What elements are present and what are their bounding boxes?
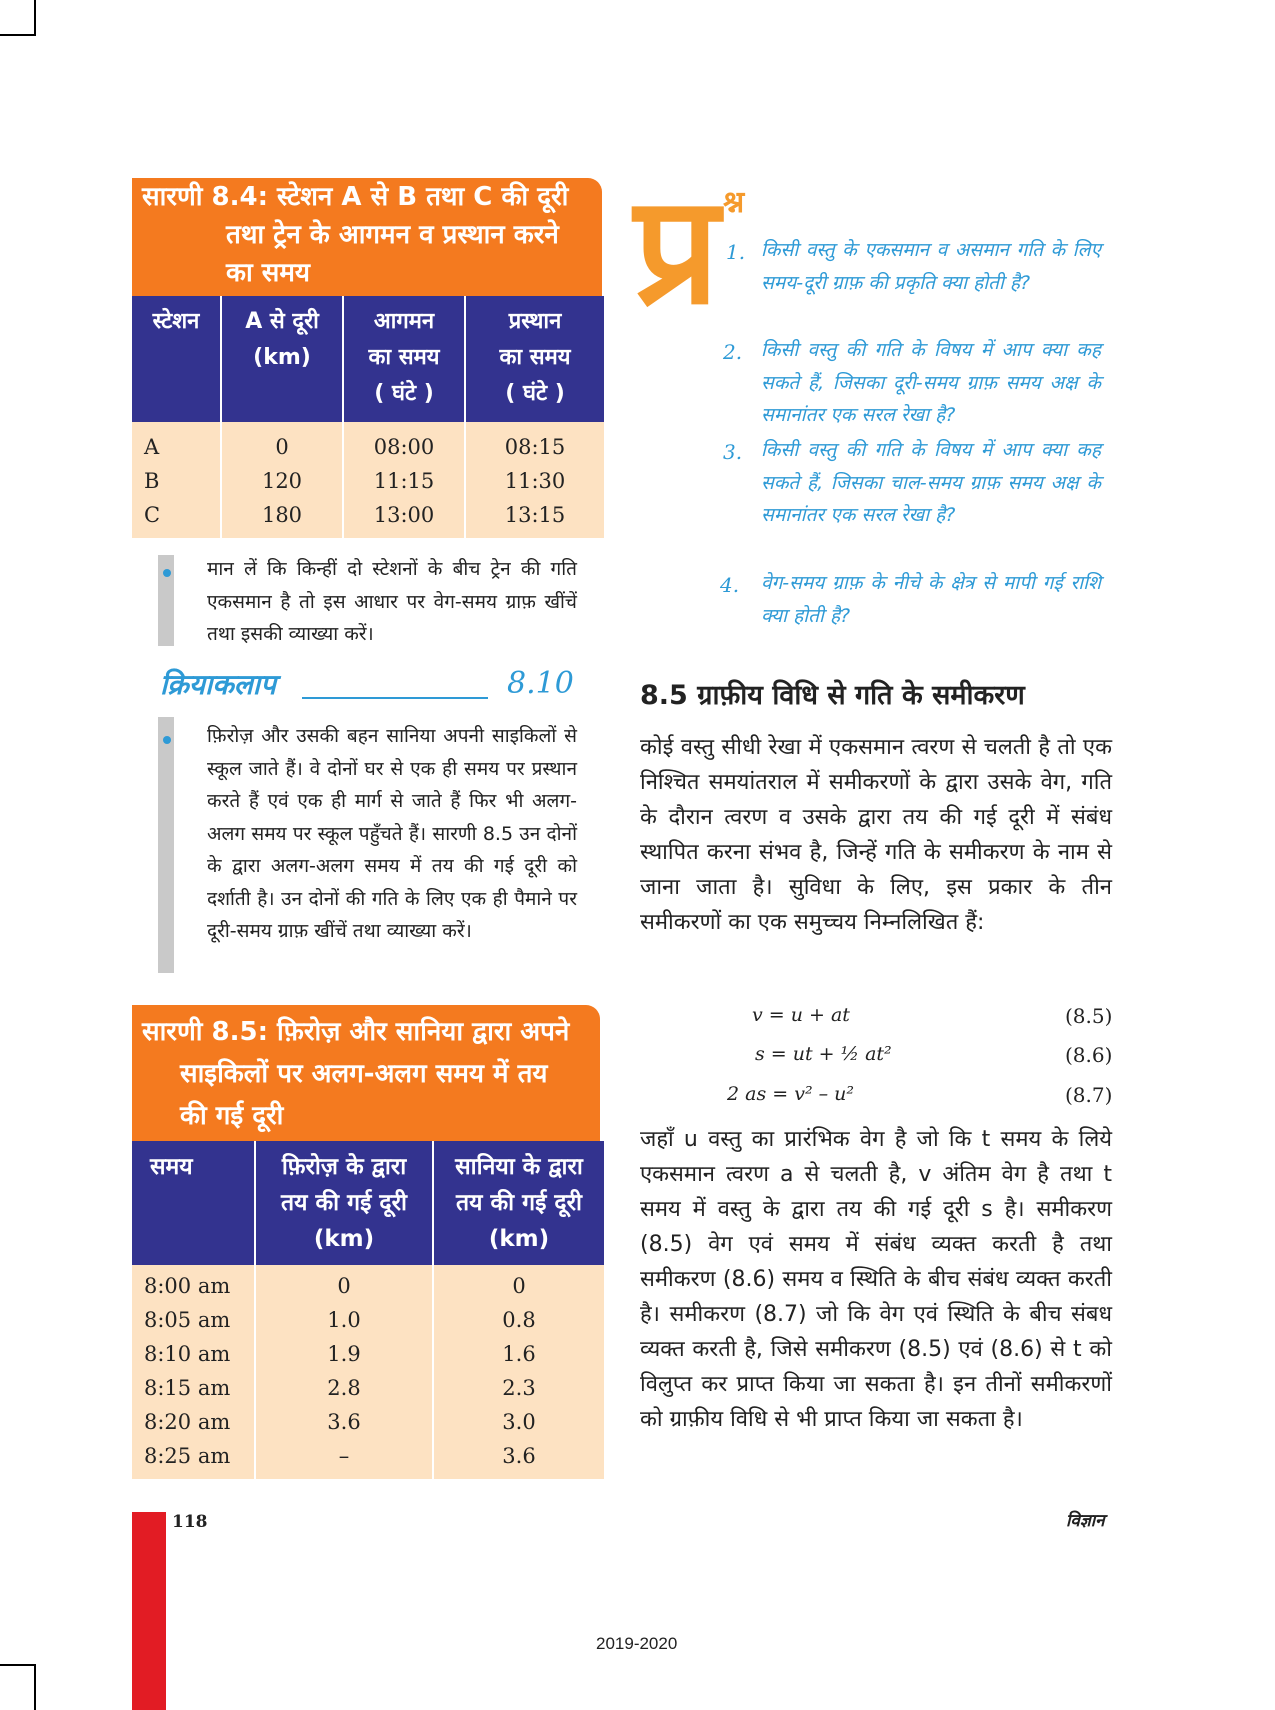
activity-number: 8.10 (507, 666, 574, 701)
caption-line: की गई दूरी (180, 1101, 284, 1131)
caption-line: सारणी 8.5: फ़िरोज़ और सानिया द्वारा अपने (142, 1017, 570, 1047)
table-cell: 08:15 (465, 422, 604, 464)
question-number: 2. (723, 340, 743, 364)
equation-number: (8.7) (1065, 1083, 1113, 1107)
crop-mark (0, 34, 36, 36)
question-text: किसी वस्तु की गति के विषय में आप क्या कह सकते हैं, जिसका दूरी-समय ग्राफ़ समय अक्ष के समानांतर एक सरल रेखा है? (761, 339, 1101, 426)
question-text: किसी वस्तु की गति के विषय में आप क्या कह सकते हैं, जिसका चाल-समय ग्राफ़ समय अक्ष के समानांतर एक सरल रेखा है? (761, 439, 1101, 526)
table-header-row (132, 296, 604, 422)
equation: v = u + at (752, 1004, 850, 1026)
column-header: समय (132, 1141, 255, 1265)
column-header: सानिया के द्वारा तय की गई दूरी (km) (433, 1141, 604, 1265)
table-caption (132, 178, 602, 296)
table-cell: 08:00 (343, 422, 465, 464)
equation-number: (8.5) (1065, 1004, 1113, 1028)
table-cell: 120 (221, 464, 343, 498)
table-cell: A (132, 422, 221, 464)
table-row (132, 1265, 604, 1303)
table-cell: – (255, 1439, 433, 1479)
table-row (132, 1405, 604, 1439)
table-cell: 8:00 am (132, 1265, 255, 1303)
paragraph: जहाँ u वस्तु का प्रारंभिक वेग है जो कि t समय के लिये एकसमान त्वरण a से चलती है, v अंतिम वेग है तथा t समय में वस्तु के द्वारा तय की गई दूरी s है। समीकरण (8.5) वेग एवं समय में संबंध व्यक्त करती है तथा समीकरण (8.6) समय व स्थिति के बीच संबंध व्यक्त करती है। समीकरण (8.7) जो कि वेग एवं स्थिति के बीच संबध व्यक्त करती है, जिसे समीकरण (8.5) एवं (8.6) से t को विलुप्त कर प्राप्त किया जा सकता है। इन तीनों समीकरणों को ग्राफ़ीय विधि से भी प्राप्त किया जा सकता है। (640, 1127, 1112, 1432)
table-cell: 0 (433, 1265, 604, 1303)
table-cell: 13:00 (343, 498, 465, 538)
divider (302, 697, 488, 699)
table-cell: 11:15 (343, 464, 465, 498)
table-cell: 1.9 (255, 1337, 433, 1371)
table-cell: 3.6 (255, 1405, 433, 1439)
paragraph: कोई वस्तु सीधी रेखा में एकसमान त्वरण से चलती है तो एक निश्चित समयांतराल में समीकरणों के द्वारा उसके वेग, गति के दौरान त्वरण व उसके द्वारा तय की गई दूरी में संबंध स्थापित करना संभव है, जिन्हें गति के समीकरण के नाम से जाना जाता है। सुविधा के लिए, इस प्रकार के तीन समीकरणों का एक समुच्चय निम्नलिखित हैं: (640, 735, 1112, 935)
bullet-icon (163, 736, 171, 744)
caption-line: तथा ट्रेन के आगमन व प्रस्थान करने (226, 220, 559, 250)
table-cell: 13:15 (465, 498, 604, 538)
activity-title: क्रियाकलाप (160, 668, 276, 701)
table-row (132, 1371, 604, 1405)
table-cell: 8:10 am (132, 1337, 255, 1371)
caption-line: सारणी 8.4: स्टेशन A से B तथा C की दूरी (142, 182, 569, 212)
table-row (132, 498, 604, 538)
table-header-row (132, 1141, 604, 1265)
column-header: फ़िरोज़ के द्वारा तय की गई दूरी (km) (255, 1141, 433, 1265)
crop-mark (34, 1664, 36, 1710)
table-cell: 1.0 (255, 1303, 433, 1337)
table-cell: 11:30 (465, 464, 604, 498)
crop-mark (0, 1664, 36, 1666)
table-cell: 180 (221, 498, 343, 538)
table-row (132, 464, 604, 498)
equation: s = ut + ½ at² (755, 1043, 892, 1065)
table-cell: 3.6 (433, 1439, 604, 1479)
column-header: प्रस्थान का समय ( घंटे ) (465, 296, 604, 422)
column-header: आगमन का समय ( घंटे ) (343, 296, 465, 422)
question-text: वेग-समय ग्राफ़ के नीचे के क्षेत्र से मापी गई राशि क्या होती है? (761, 572, 1101, 627)
table-cell: 8:20 am (132, 1405, 255, 1439)
table-cell: 8:15 am (132, 1371, 255, 1405)
equation: 2 as = v² – u² (727, 1083, 854, 1105)
edition-year: 2019-2020 (596, 1634, 678, 1653)
table-cell: 8:25 am (132, 1439, 255, 1479)
table-row (132, 1337, 604, 1371)
table-cell: 0 (255, 1265, 433, 1303)
page-number: 118 (172, 1512, 208, 1532)
caption-line: साइकिलों पर अलग-अलग समय में तय (180, 1059, 548, 1089)
questions-heading: श्न (723, 185, 745, 220)
question-text: किसी वस्तु के एकसमान व असमान गति के लिए समय-दूरी ग्राफ़ की प्रकृति क्या होती है? (761, 239, 1101, 294)
table-cell: 0 (221, 422, 343, 464)
table-cell: 3.0 (433, 1405, 604, 1439)
table-row (132, 422, 604, 464)
table-row (132, 1439, 604, 1479)
table-row (132, 1303, 604, 1337)
column-header: स्टेशन (132, 296, 221, 422)
equation-number: (8.6) (1065, 1043, 1113, 1067)
caption-line: का समय (226, 258, 310, 288)
table-cell: 1.6 (433, 1337, 604, 1371)
table-cell: 2.3 (433, 1371, 604, 1405)
bullet-icon (163, 569, 171, 577)
table-cell: C (132, 498, 221, 538)
page-color-bar (132, 1512, 166, 1710)
data-table (132, 296, 604, 538)
subject-name: विज्ञान (1066, 1511, 1105, 1531)
question-number: 3. (723, 440, 743, 464)
questions-initial: प्र (634, 164, 720, 338)
exercise-text: मान लें कि किन्हीं दो स्टेशनों के बीच ट्रेन की गति एकसमान है तो इस आधार पर वेग-समय ग्राफ़ खींचें तथा इसकी व्याख्या करें। (207, 558, 577, 645)
table-caption (132, 1005, 600, 1141)
side-bar (158, 717, 174, 973)
column-header: A से दूरी (km) (221, 296, 343, 422)
table-cell: 2.8 (255, 1371, 433, 1405)
question-number: 1. (726, 240, 746, 264)
table-cell: 8:05 am (132, 1303, 255, 1337)
table-cell: 0.8 (433, 1303, 604, 1337)
crop-mark (34, 0, 36, 36)
activity-text: फ़िरोज़ और उसकी बहन सानिया अपनी साइकिलों से स्कूल जाते हैं। वे दोनों घर से एक ही समय पर प्रस्थान करते हैं एवं एक ही मार्ग से जाते हैं फिर भी अलग-अलग समय पर स्कूल पहुँचते हैं। सारणी 8.5 उन दोनों के द्वारा अलग-अलग समय में तय की गई दूरी को दर्शाती है। उन दोनों की गति के लिए एक ही पैमाने पर दूरी-समय ग्राफ़ खींचें तथा व्याख्या करें। (207, 725, 577, 942)
section-heading: 8.5 ग्राफ़ीय विधि से गति के समीकरण (640, 680, 1025, 711)
question-number: 4. (720, 573, 740, 597)
data-table (132, 1141, 604, 1479)
table-cell: B (132, 464, 221, 498)
